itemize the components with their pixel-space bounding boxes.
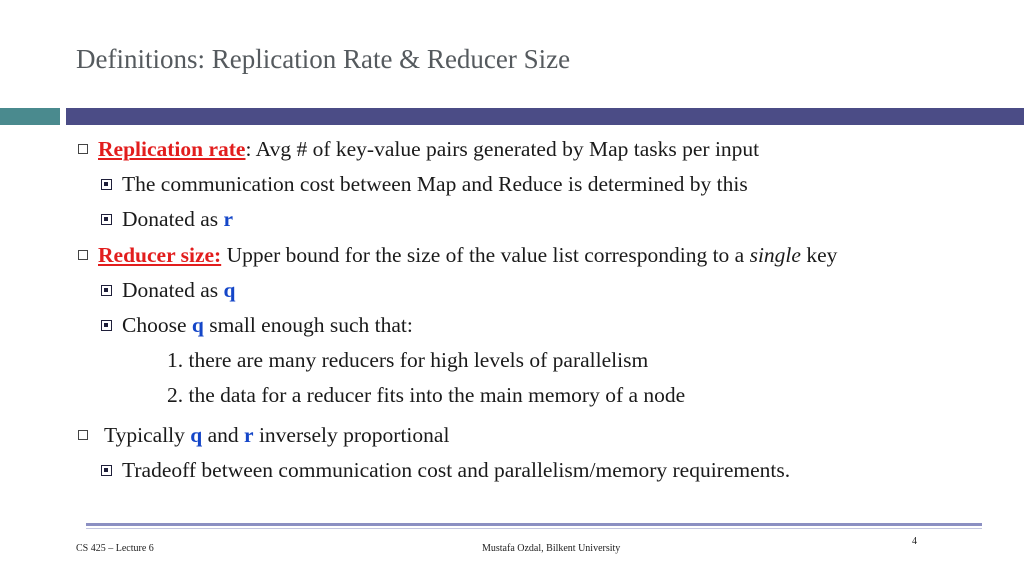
hollow-square-bullet-icon xyxy=(78,144,88,154)
filled-square-bullet-icon xyxy=(101,285,112,296)
bullet-text: Donated as xyxy=(122,278,224,302)
bullet-text: The communication cost between Map and Reduce is determined by this xyxy=(122,172,748,196)
variable-q: q xyxy=(190,423,203,447)
filled-square-bullet-icon xyxy=(101,214,112,225)
sub-bullet-choose-q xyxy=(101,313,413,337)
term-reducer-size: Reducer size: xyxy=(98,243,222,267)
footer-author: Mustafa Ozdal, Bilkent University xyxy=(482,543,621,554)
bullet-text: Choose xyxy=(122,313,192,337)
bullet-text: Donated as xyxy=(122,207,224,231)
bullet-text-end: inversely proportional xyxy=(253,423,450,447)
hollow-square-bullet-icon xyxy=(78,250,88,260)
variable-r: r xyxy=(223,207,234,231)
filled-square-bullet-icon xyxy=(101,465,112,476)
term-replication-rate: Replication rate xyxy=(98,137,246,161)
variable-q: q xyxy=(223,278,236,302)
emphasis-single: single xyxy=(749,243,801,267)
page-number: 4 xyxy=(912,536,917,547)
bullet-text-end: small enough such that: xyxy=(203,313,413,337)
bullet-text: Typically xyxy=(104,423,191,447)
footer-course: CS 425 – Lecture 6 xyxy=(76,543,154,554)
title-accent-bar xyxy=(0,108,60,125)
variable-r: r xyxy=(244,423,254,447)
footer-divider-thin xyxy=(86,528,982,529)
filled-square-bullet-icon xyxy=(101,320,112,331)
numbered-item-2: 2. the data for a reducer fits into the main memory of a node xyxy=(167,383,686,407)
numbered-item-1: 1. there are many reducers for high levels of parallelism xyxy=(167,348,649,372)
bullet-text: Tradeoff between communication cost and parallelism/memory requirements. xyxy=(122,458,791,482)
footer-divider xyxy=(86,523,982,526)
variable-q: q xyxy=(191,313,204,337)
bullet-reducer-size xyxy=(78,243,837,267)
filled-square-bullet-icon xyxy=(101,179,112,190)
title-divider-bar xyxy=(66,108,1024,125)
sub-bullet-communication-cost xyxy=(101,172,748,196)
bullet-text-end: key xyxy=(800,243,838,267)
sub-bullet-tradeoff xyxy=(101,458,790,482)
bullet-text: Upper bound for the size of the value list corresponding to a xyxy=(221,243,750,267)
bullet-typically xyxy=(78,423,449,447)
bullet-text-mid: and xyxy=(202,423,245,447)
hollow-square-bullet-icon xyxy=(78,430,88,440)
bullet-text: : Avg # of key-value pairs generated by Map tasks per input xyxy=(245,137,760,161)
bullet-replication-rate xyxy=(78,137,759,161)
slide-title: Definitions: Replication Rate & Reducer Size xyxy=(76,44,571,74)
sub-bullet-donated-q xyxy=(101,278,235,302)
sub-bullet-donated-r xyxy=(101,207,233,231)
